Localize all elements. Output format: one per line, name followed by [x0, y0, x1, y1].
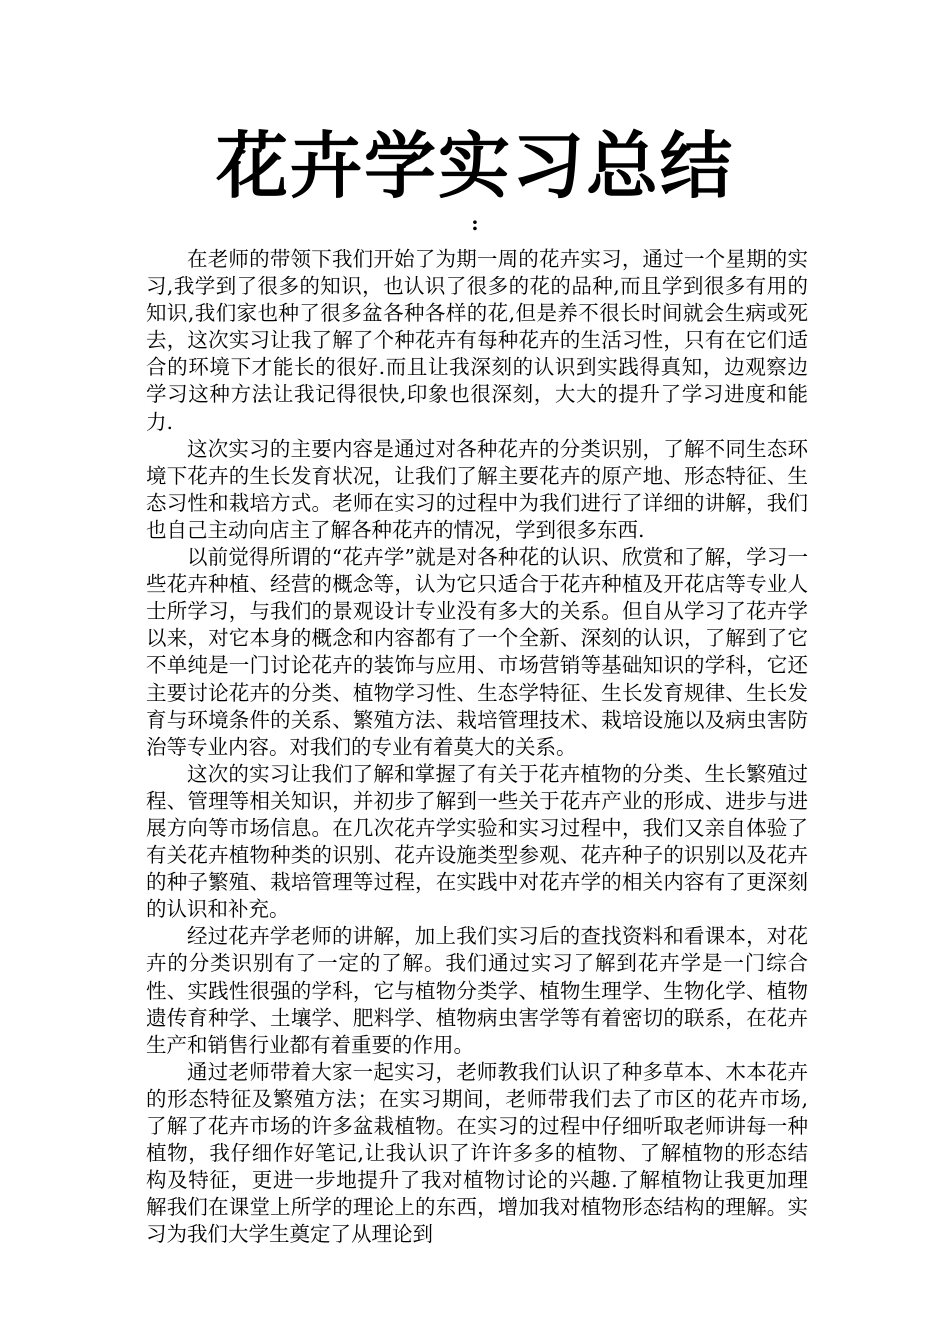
document-body — [146, 246, 808, 1248]
paragraph: 以前觉得所谓的“花卉学”就是对各种花的认识、欣赏和了解，学习一些花卉种植、经营的概念等，认为它只适合于花卉种植及开花店等专业人士所学习，与我们的景观设计专业没有多大的关系。但自从学习了花卉学以来，对它本身的概念和内容都有了一个全新、深刻的认识，了解到了它不单纯是一门讨论花卉的装饰与应用、市场营销等基础知识的学科，它还主要讨论花卉的分类、植物学习性、生态学特征、生长发育规律、生长发育与环境条件的关系、繁殖方法、栽培管理技术、栽培设施以及病虫害防治等专业内容。对我们的专业有着莫大的关系。 — [146, 545, 808, 759]
paragraph: 在老师的带领下我们开始了为期一周的花卉实习，通过一个星期的实习,我学到了很多的知识，也认识了很多的花的品种,而且学到很多有用的知识,我们家也种了很多盆各种各样的花,但是养不很长时间就会生病或死去，这次实习让我了解了个种花卉有每种花卉的生活习性，只有在它们适合的环境下才能长的很好.而且让我深刻的认识到实践得真知，边观察边学习这种方法让我记得很快,印象也很深刻，大大的提升了学习进度和能力. — [146, 247, 808, 434]
document-subtitle: : — [471, 211, 479, 235]
paragraph: 这次的实习让我们了解和掌握了有关于花卉植物的分类、生长繁殖过程、管理等相关知识，并初步了解到一些关于花卉产业的形成、进步与进展方向等市场信息。在几次花卉学实验和实习过程中，我们又亲自体验了有关花卉植物种类的识别、花卉设施类型参观、花卉种子的识别以及花卉的种子繁殖、栽培管理等过程，在实践中对花卉学的相关内容有了更深刻的认识和补充。 — [146, 761, 808, 922]
document-title: 花卉学实习总结 — [215, 123, 734, 208]
paragraph: 这次实习的主要内容是通过对各种花卉的分类识别，了解不同生态环境下花卉的生长发育状况，让我们了解主要花卉的原产地、形态特征、生态习性和栽培方式。老师在实习的过程中为我们进行了详细的讲解，我们也自己主动向店主了解各种花卉的情况，学到很多东西. — [146, 436, 808, 542]
paragraph: 通过老师带着大家一起实习，老师教我们认识了种多草本、木本花卉的形态特征及繁殖方法；在实习期间，老师带我们去了市区的花卉市场,了解了花卉市场的许多盆栽植物。在实习的过程中仔细听取老师讲每一种植物，我仔细作好笔记,让我认识了许许多多的植物、了解植物的形态结构及特征，更进一步地提升了我对植物讨论的兴趣.了解植物让我更加理解我们在课堂上所学的理论上的东西，增加我对植物形态结构的理解。实习为我们大学生奠定了从理论到 — [146, 1059, 808, 1247]
paragraph: 经过花卉学老师的讲解，加上我们实习后的查找资料和看课本，对花卉的分类识别有了一定的了解。我们通过实习了解到花卉学是一门综合性、实践性很强的学科，它与植物分类学、植物生理学、生物化学、植物遗传育种学、土壤学、肥料学、植物病虫害学等有着密切的联系，在花卉生产和销售行业都有着重要的作用。 — [146, 924, 808, 1057]
